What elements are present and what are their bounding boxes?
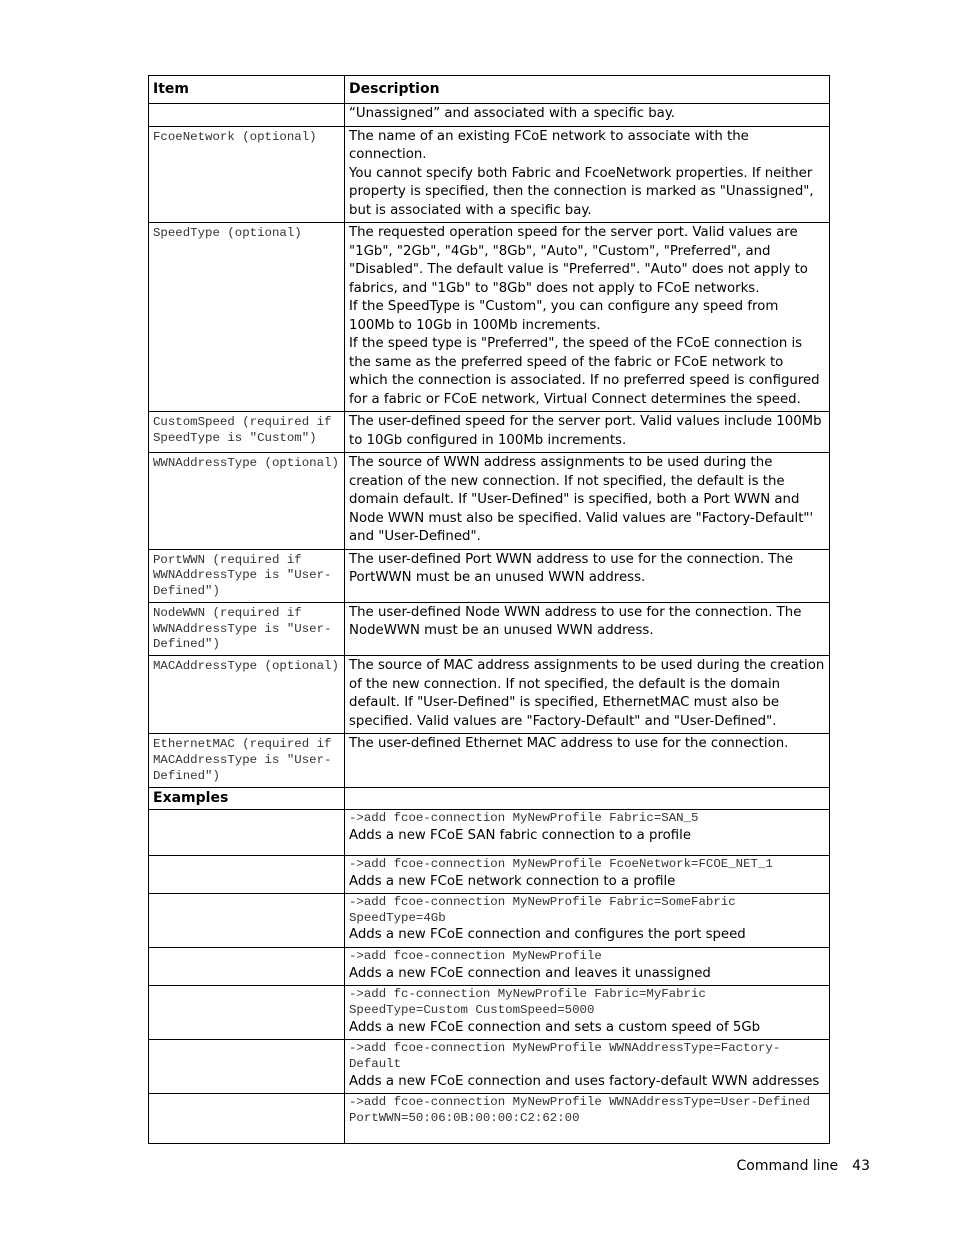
- example-row: [149, 1094, 830, 1144]
- example-empty-cell: [149, 894, 345, 948]
- parameter-name: EthernetMAC (required if MACAddressType is "User-Defined"): [149, 734, 345, 787]
- parameter-name: SpeedType (optional): [149, 223, 345, 412]
- example-row: [149, 856, 830, 894]
- description-paragraph: The name of an existing FCoE network to associate with the connection.: [349, 128, 749, 162]
- description-paragraph: “Unassigned” and associated with a specific bay.: [349, 106, 676, 121]
- examples-section-row: [149, 787, 830, 810]
- example-row: [149, 1040, 830, 1094]
- parameter-name: CustomSpeed (required if SpeedType is "Custom"): [149, 412, 345, 453]
- parameter-description: [345, 656, 830, 734]
- header-item: Item: [149, 76, 345, 104]
- parameter-name: FcoeNetwork (optional): [149, 126, 345, 223]
- examples-label-empty: [345, 787, 830, 810]
- description-paragraph: The source of WWN address assignments to be used during the creation of the new connection. If not specified, the default is the domain default. If "User-Defined" is specified, both a Port WWN and Node WWN must also be specified. Valid values are "Factory-Default"' and "User-Defined".: [349, 455, 814, 544]
- example-command: ->add fcoe-connection MyNewProfile: [349, 949, 602, 964]
- page-number: 43: [852, 1158, 870, 1174]
- description-paragraph: The user-defined Ethernet MAC address to use for the connection.: [349, 736, 789, 752]
- description-paragraph: The user-defined Port WWN address to use for the connection. The PortWWN must be an unused WWN address.: [349, 551, 794, 585]
- parameter-description: [345, 223, 830, 412]
- example-rows: [149, 787, 830, 1144]
- example-cell: [345, 810, 830, 856]
- table-row: [149, 734, 830, 787]
- example-description: Adds a new FCoE connection and sets a custom speed of 5Gb: [349, 1019, 761, 1035]
- table-row: [149, 104, 830, 127]
- description-paragraph: The user-defined speed for the server port. Valid values include 100Mb to 10Gb configured in 100Mb increments.: [349, 414, 822, 448]
- parameter-name: NodeWWN (required if WWNAddressType is "User-Defined"): [149, 602, 345, 655]
- description-paragraph: The source of MAC address assignments to be used during the creation of the new connection. If not specified, the default is the domain default. If "User-Defined" is specified, EthernetMAC must also be specified. Valid values are "Factory-Default" and "User-Defined".: [349, 658, 825, 729]
- example-description: Adds a new FCoE connection and configures the port speed: [349, 927, 746, 943]
- parameter-description: [345, 734, 830, 787]
- example-cell: [345, 1094, 830, 1144]
- parameter-name: MACAddressType (optional): [149, 656, 345, 734]
- parameter-description: [345, 104, 830, 127]
- page-footer: [700, 1158, 870, 1174]
- table-row: [149, 412, 830, 453]
- example-cell: [345, 1040, 830, 1094]
- example-description: Adds a new FCoE connection and leaves it unassigned: [349, 965, 711, 981]
- parameter-description: [345, 412, 830, 453]
- example-empty-cell: [149, 986, 345, 1040]
- example-row: [149, 948, 830, 986]
- table-row: [149, 126, 830, 223]
- description-paragraph: The user-defined Node WWN address to use for the connection. The NodeWWN must be an unused WWN address.: [349, 604, 802, 639]
- parameter-table: [148, 75, 830, 1144]
- example-command: ->add fcoe-connection MyNewProfile WWNAddressType=Factory-Default: [349, 1041, 781, 1071]
- description-paragraph: You cannot specify both Fabric and FcoeNetwork properties. If neither property is specified, then the connection is marked as "Unassigned", but is associated with a specific bay.: [349, 165, 814, 218]
- description-paragraph: If the SpeedType is "Custom", you can configure any speed from 100Mb to 10Gb in 100Mb increments.: [349, 299, 779, 333]
- example-command: ->add fcoe-connection MyNewProfile WWNAddressType=User-Defined PortWWN=50:06:0B:00:00:C2:62:00: [349, 1095, 818, 1125]
- parameter-rows: [149, 104, 830, 788]
- example-cell: [345, 986, 830, 1040]
- table-row: [149, 656, 830, 734]
- parameter-name: WWNAddressType (optional): [149, 453, 345, 550]
- table-row: [149, 602, 830, 655]
- example-description: Adds a new FCoE SAN fabric connection to a profile: [349, 827, 692, 843]
- example-command: ->add fc-connection MyNewProfile Fabric=MyFabric SpeedType=Custom CustomSpeed=5000: [349, 987, 714, 1017]
- example-cell: [345, 948, 830, 986]
- parameter-description: [345, 602, 830, 655]
- example-command: ->add fcoe-connection MyNewProfile Fabric=SomeFabric SpeedType=4Gb: [349, 895, 744, 925]
- example-empty-cell: [149, 810, 345, 856]
- description-paragraph: If the speed type is "Preferred", the speed of the FCoE connection is the same as the preferred speed of the fabric or FCoE network to which the connection is associated. If no preferred speed is configured for a fabric or FCoE network, Virtual Connect determines the speed.: [349, 336, 820, 407]
- example-empty-cell: [149, 948, 345, 986]
- example-empty-cell: [149, 1040, 345, 1094]
- table-row: [149, 453, 830, 550]
- footer-section: Command line: [736, 1158, 839, 1174]
- example-description: Adds a new FCoE connection and uses factory-default WWN addresses: [349, 1073, 820, 1089]
- parameter-name: [149, 104, 345, 127]
- example-command: ->add fcoe-connection MyNewProfile FcoeNetwork=FCOE_NET_1: [349, 857, 773, 872]
- example-row: [149, 810, 830, 856]
- example-cell: [345, 856, 830, 894]
- example-empty-cell: [149, 856, 345, 894]
- example-empty-cell: [149, 1094, 345, 1144]
- examples-label: Examples: [149, 787, 345, 810]
- header-description: Description: [345, 76, 830, 104]
- parameter-description: [345, 453, 830, 550]
- example-command: ->add fcoe-connection MyNewProfile Fabric=SAN_5: [349, 811, 699, 826]
- parameter-description: [345, 126, 830, 223]
- example-row: [149, 986, 830, 1040]
- table-row: [149, 549, 830, 602]
- example-cell: [345, 894, 830, 948]
- parameter-name: PortWWN (required if WWNAddressType is "User-Defined"): [149, 549, 345, 602]
- example-row: [149, 894, 830, 948]
- table-row: [149, 223, 830, 412]
- table-header-row: [149, 76, 830, 104]
- description-paragraph: The requested operation speed for the server port. Valid values are "1Gb", "2Gb", "4Gb", "8Gb", "Auto", "Custom", "Preferred", and "Disabled". The default value is "Preferred". "Auto" does not apply to fabrics, and "1Gb" to "8Gb" does not apply to FCoE networks.: [349, 225, 808, 296]
- example-description: Adds a new FCoE network connection to a profile: [349, 873, 676, 889]
- parameter-description: [345, 549, 830, 602]
